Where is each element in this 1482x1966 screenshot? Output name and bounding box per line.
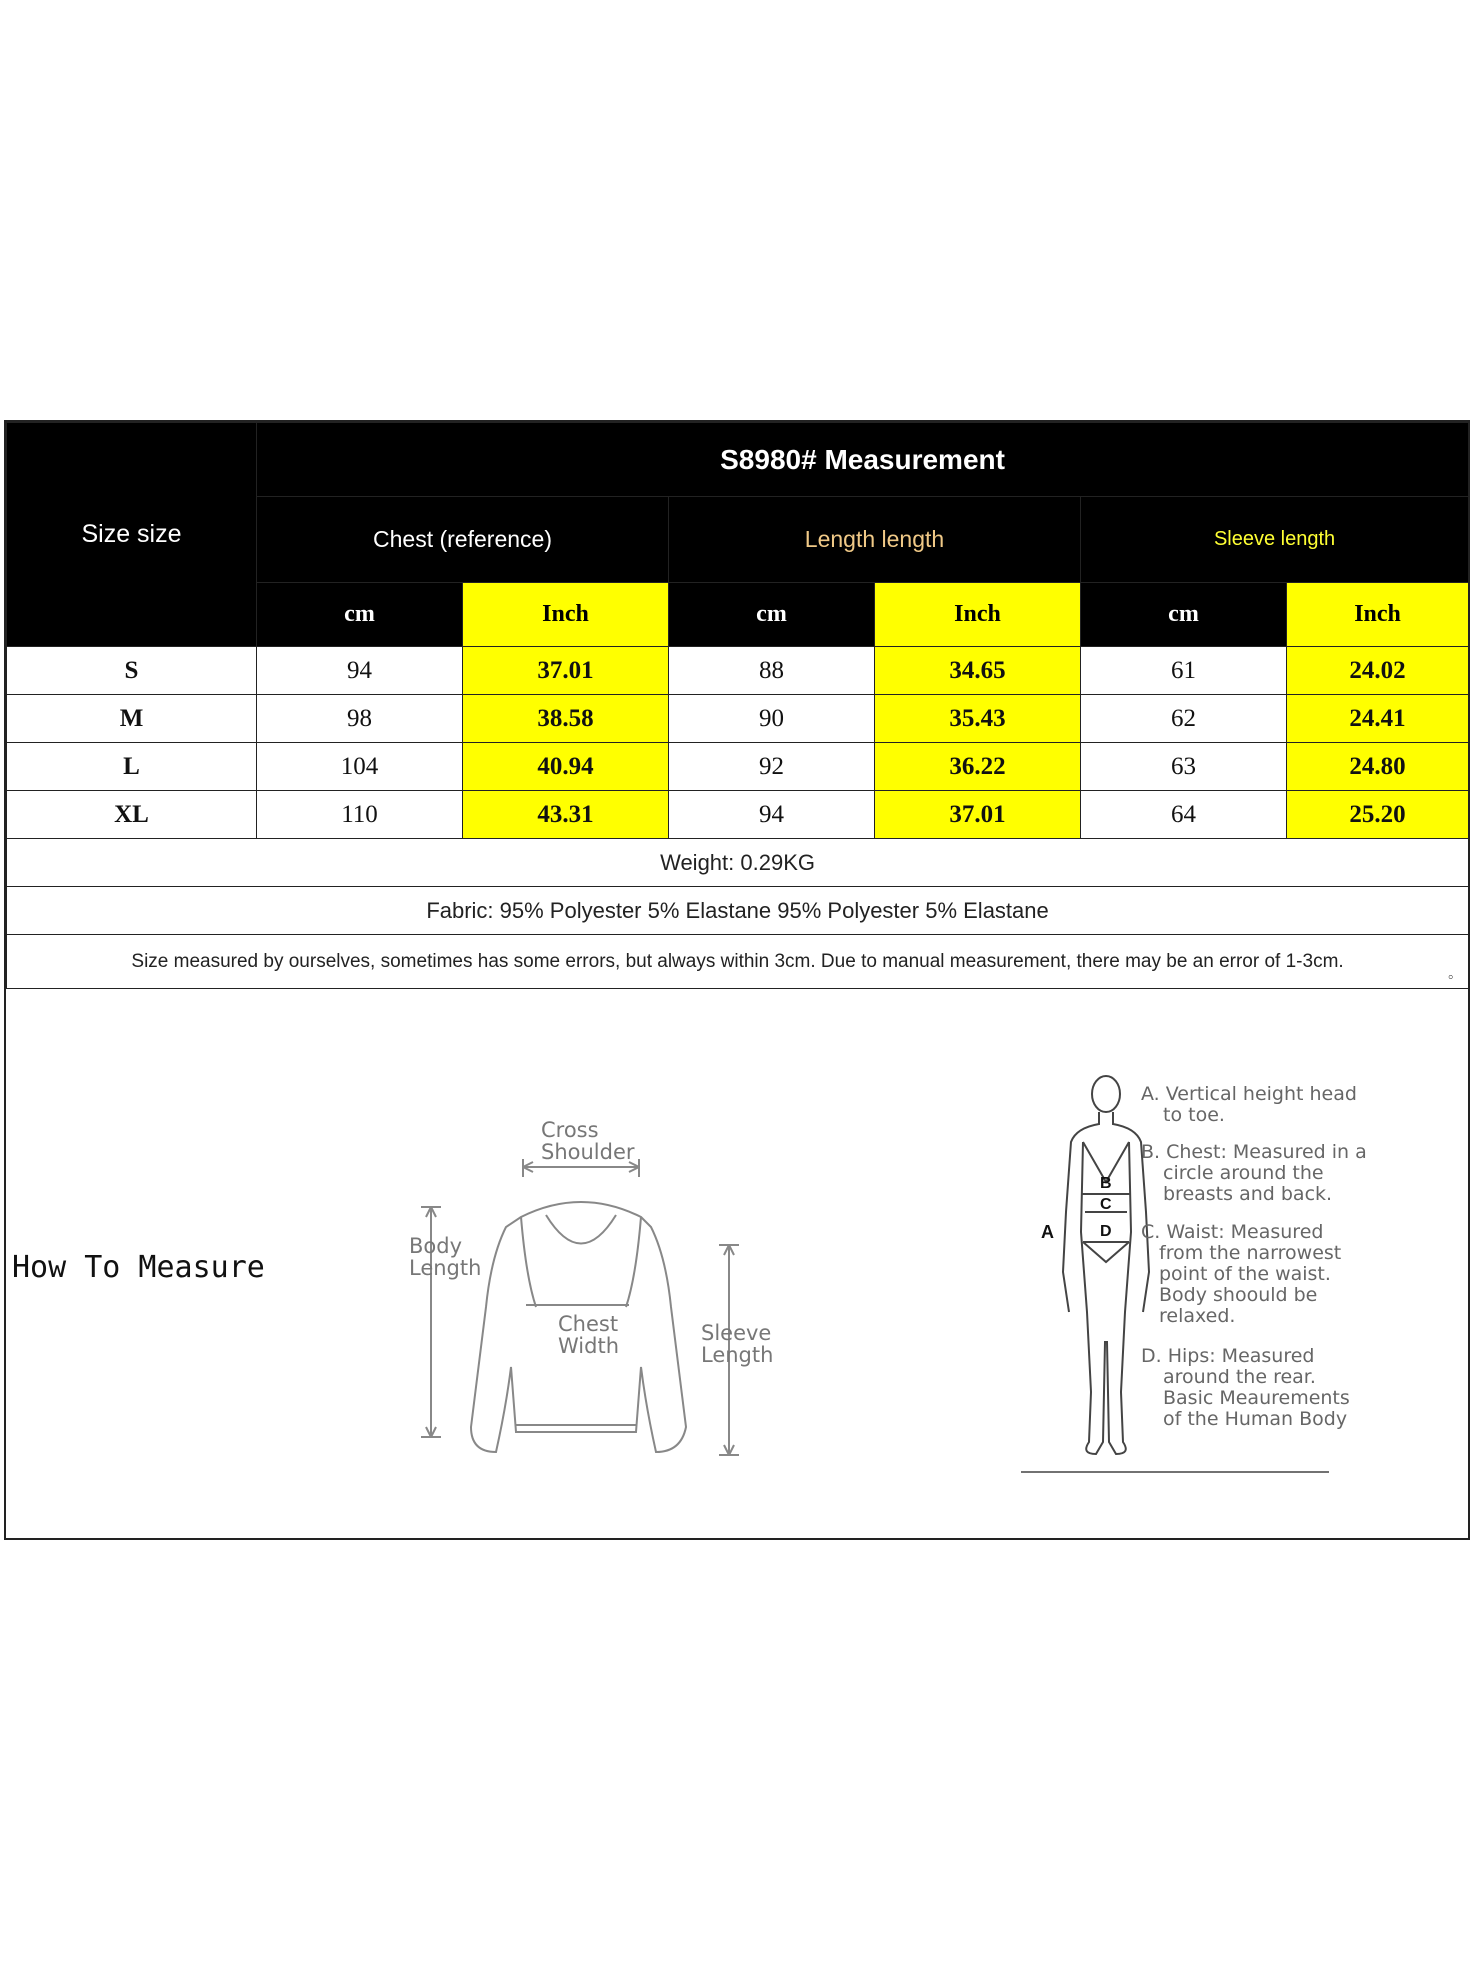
cross-shoulder-label-1: Cross — [541, 1118, 599, 1142]
chest-width-label-2: Width — [558, 1334, 620, 1358]
group-header-chest: Chest (reference) — [257, 497, 669, 583]
size-cell: XL — [7, 791, 257, 839]
chest-inch-cell: 43.31 — [463, 791, 669, 839]
sleeve-cm-cell: 64 — [1081, 791, 1287, 839]
note-c-3: point of the waist. — [1159, 1263, 1331, 1285]
length-cm-cell: 88 — [669, 647, 875, 695]
note-c-2: from the narrowest — [1159, 1242, 1342, 1264]
letter-b: B — [1100, 1175, 1112, 1192]
body-length-label-1: Body — [409, 1234, 463, 1258]
chest-cm-cell: 94 — [257, 647, 463, 695]
group-header-length: Length length — [669, 497, 1081, 583]
note-a-2: to toe. — [1163, 1104, 1225, 1126]
sleeve-length-label-1: Sleeve — [701, 1321, 772, 1345]
how-to-measure-title: How To Measure — [12, 1250, 265, 1285]
note-a-1: A. Vertical height head — [1141, 1083, 1357, 1105]
chest-cm-cell: 98 — [257, 695, 463, 743]
body-head — [1092, 1076, 1120, 1112]
chest-inch-cell: 40.94 — [463, 743, 669, 791]
note-d-1: D. Hips: Measured — [1141, 1345, 1315, 1367]
garment-diagram — [401, 1107, 791, 1467]
note-c-5: relaxed. — [1159, 1305, 1236, 1327]
length-inch-cell: 35.43 — [875, 695, 1081, 743]
sleeve-inch-cell: 25.20 — [1287, 791, 1469, 839]
note-d-4: of the Human Body — [1163, 1408, 1348, 1430]
unit-inch-header: Inch — [463, 583, 669, 647]
measurement-note-text: Size measured by ourselves, sometimes has some errors, but always within 3cm. Due to manual measurement, there may be an error of 1-3cm. — [131, 950, 1344, 972]
sleeve-inch-cell: 24.80 — [1287, 743, 1469, 791]
length-inch-cell: 36.22 — [875, 743, 1081, 791]
unit-inch-header: Inch — [875, 583, 1081, 647]
size-chart-sheet — [4, 420, 1470, 1540]
chest-cm-cell: 110 — [257, 791, 463, 839]
sleeve-cm-cell: 62 — [1081, 695, 1287, 743]
length-inch-cell: 37.01 — [875, 791, 1081, 839]
note-d-2: around the rear. — [1163, 1366, 1316, 1388]
unit-cm-header: cm — [257, 583, 463, 647]
note-c-1: C. Waist: Measured — [1141, 1221, 1324, 1243]
note-b-2: circle around the — [1163, 1162, 1324, 1184]
table-row — [7, 695, 1469, 743]
sleeve-inch-cell: 24.41 — [1287, 695, 1469, 743]
chest-cm-cell: 104 — [257, 743, 463, 791]
fabric-info: Fabric: 95% Polyester 5% Elastane 95% Polyester 5% Elastane — [7, 887, 1469, 935]
table-row — [7, 647, 1469, 695]
letter-d: D — [1100, 1223, 1112, 1240]
sleeve-inch-cell: 24.02 — [1287, 647, 1469, 695]
size-cell: S — [7, 647, 257, 695]
sleeve-cm-cell: 61 — [1081, 647, 1287, 695]
group-header-sleeve: Sleeve length — [1081, 497, 1469, 583]
unit-cm-header: cm — [669, 583, 875, 647]
sleeve-cm-cell: 63 — [1081, 743, 1287, 791]
length-cm-cell: 90 — [669, 695, 875, 743]
table-row — [7, 743, 1469, 791]
size-cell: L — [7, 743, 257, 791]
weight-info: Weight: 0.29KG — [7, 839, 1469, 887]
measurement-note — [7, 935, 1469, 989]
note-b-3: breasts and back. — [1163, 1183, 1333, 1205]
body-length-label-2: Length — [409, 1256, 482, 1280]
unit-cm-header: cm — [1081, 583, 1287, 647]
note-d-3: Basic Meaurements — [1163, 1387, 1350, 1409]
length-cm-cell: 92 — [669, 743, 875, 791]
table-title: S8980# Measurement — [257, 423, 1469, 497]
chest-width-label-1: Chest — [558, 1312, 619, 1336]
size-cell: M — [7, 695, 257, 743]
cross-shoulder-label-2: Shoulder — [541, 1140, 635, 1164]
size-column-header: Size size — [7, 423, 257, 647]
unit-inch-header: Inch — [1287, 583, 1469, 647]
letter-a: A — [1041, 1222, 1054, 1242]
note-mark: 。 — [1448, 965, 1463, 981]
note-b-1: B. Chest: Measured in a — [1141, 1141, 1367, 1163]
chest-inch-cell: 37.01 — [463, 647, 669, 695]
table-row — [7, 791, 1469, 839]
length-inch-cell: 34.65 — [875, 647, 1081, 695]
body-measure-diagram — [1021, 1062, 1421, 1482]
letter-c: C — [1100, 1196, 1112, 1213]
chest-inch-cell: 38.58 — [463, 695, 669, 743]
note-c-4: Body shoould be — [1159, 1284, 1318, 1306]
length-cm-cell: 94 — [669, 791, 875, 839]
sweater-neckline — [546, 1215, 616, 1244]
size-table — [6, 422, 1469, 989]
sleeve-length-label-2: Length — [701, 1343, 774, 1367]
